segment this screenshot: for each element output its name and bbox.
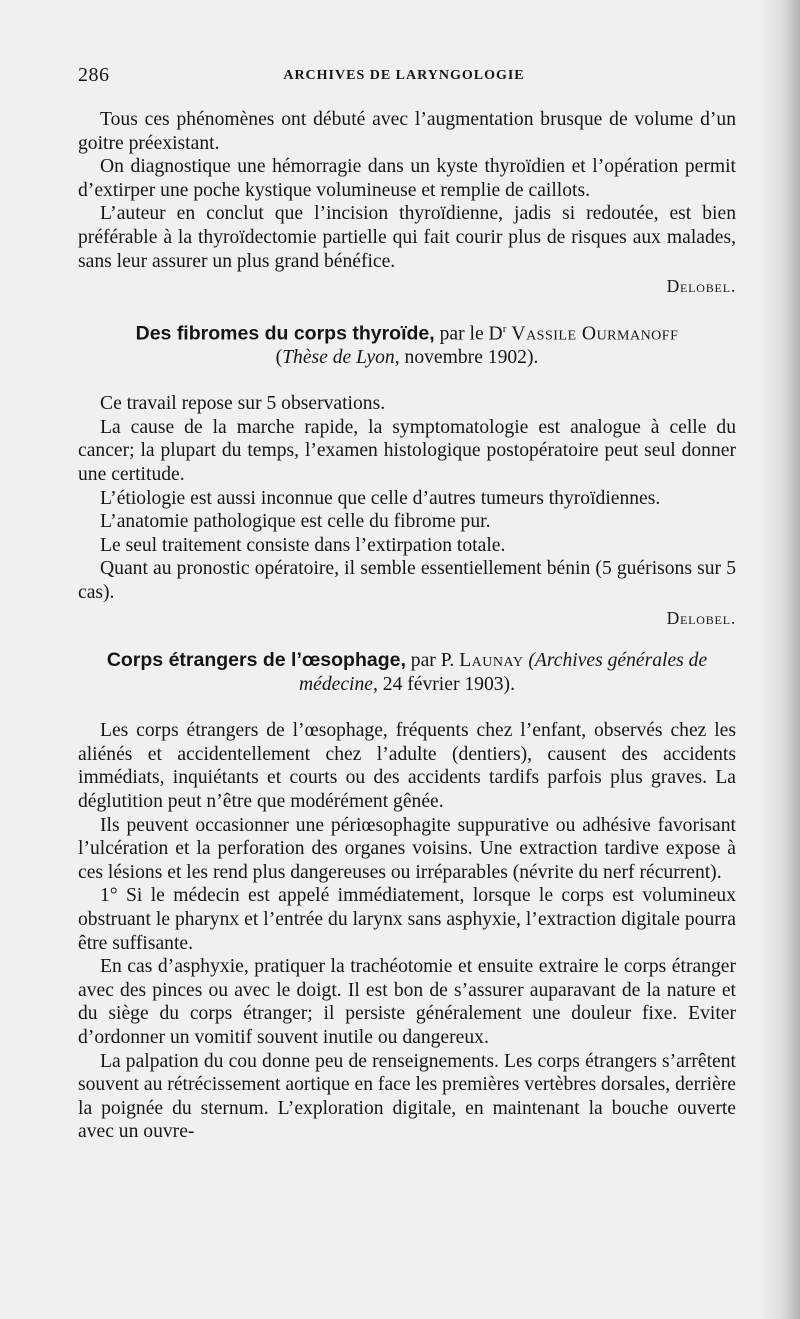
paragraph: Ce travail repose sur 5 observations. bbox=[100, 393, 386, 415]
article-title-main: Des fibromes du corps thyroïde, bbox=[135, 322, 435, 345]
paragraph: Le seul traitement consiste dans l’extirpation totale. bbox=[100, 534, 506, 556]
page-body bbox=[78, 108, 736, 1144]
paragraph: Tous ces phénomènes ont débuté avec l’augmentation brusque de volume d’un goitre préexistant. bbox=[78, 109, 736, 154]
signature: Delobel. bbox=[666, 607, 736, 628]
running-title: ARCHIVES DE LARYNGOLOGIE bbox=[283, 68, 525, 83]
paragraph: L’anatomie pathologique est celle du fibrome pur. bbox=[100, 511, 491, 533]
paragraph: La palpation du cou donne peu de renseignements. Les corps étrangers s’arrêtent souvent au rétrécissement aortique en face les premières vertèbres dorsales, derrière la poignée du sternum. L’exploration digitale, en maintenant la bouche ouverte avec un ouvre- bbox=[78, 1050, 736, 1143]
article-title: Des fibromes du corps thyroïde, par le $D^r$ Vassile Ourmanoff (Thèse de Lyon, novembre 1902). bbox=[135, 322, 679, 369]
paragraph: La cause de la marche rapide, la symptomatologie est analogue à celle du cancer; la plupart du temps, l’examen histologique postopératoire peut seul donner une certitude. bbox=[78, 416, 736, 486]
paragraph: En cas d’asphyxie, pratiquer la trachéotomie et ensuite extraire le corps étranger avec des pinces ou avec le doigt. Il est bon de s’assurer auparavant de la nature et du siège du corps étranger; il persiste généralement une douleur fixe. Eviter d’ordonner un vomitif souvent inutile ou dangereux. bbox=[78, 956, 736, 1048]
paragraph: Ils peuvent occasionner une périœsophagite suppurative ou adhésive favorisant l’ulcération et la perforation des organes voisins. Une extraction tardive expose à ces lésions et les rend plus dangereuses ou irréparables (névrite du nerf récurrent). bbox=[78, 814, 736, 883]
paragraph: Quant au pronostic opératoire, il semble essentiellement bénin (5 guérisons sur 5 cas). bbox=[78, 558, 736, 604]
page-edge-shadow bbox=[760, 0, 800, 1319]
page-header bbox=[78, 64, 730, 88]
paragraph: L’étiologie est aussi inconnue que celle d’autres tumeurs thyroïdiennes. bbox=[100, 487, 661, 509]
article-title: Corps étrangers de l’œsophage, par P. Launay (Archives générales de médecine, 24 février 1903). bbox=[106, 649, 708, 696]
paragraph: Les corps étrangers de l’œsophage, fréquents chez l’enfant, observés chez les aliénés et accidentellement chez l’adulte (dentiers), causent des accidents immédiats, inquiétants et courts ou des accidents tardifs parfois plus graves. La déglutition peut n’être que modérément gênée. bbox=[78, 720, 736, 812]
paragraph: 1° Si le médecin est appelé immédiatement, lorsque le corps est volumineux obstruant le pharynx et l’entrée du larynx sans asphyxie, l’extraction digitale pourra être suffisante. bbox=[78, 885, 736, 954]
page-number: 286 bbox=[78, 64, 110, 86]
paragraph: L’auteur en conclut que l’incision thyroïdienne, jadis si redoutée, est bien préférable à la thyroïdectomie partielle qui fait courir plus de risques aux malades, sans leur assurer un plus grand bénéfice. bbox=[78, 203, 736, 272]
article-title-main: Corps étrangers de l’œsophage, bbox=[106, 649, 406, 672]
article-source: (Archives générales de médecine, bbox=[299, 650, 708, 696]
article-author: Launay bbox=[459, 650, 524, 672]
article-source: Thèse de Lyon, bbox=[282, 347, 400, 369]
signature: Delobel. bbox=[666, 276, 736, 297]
paragraph: On diagnostique une hémorragie dans un kyste thyroïdien et l’opération permit d’extirper une poche kystique volumineuse et remplie de caillots. bbox=[78, 156, 736, 201]
article-author: Vassile Ourmanoff bbox=[506, 323, 679, 345]
